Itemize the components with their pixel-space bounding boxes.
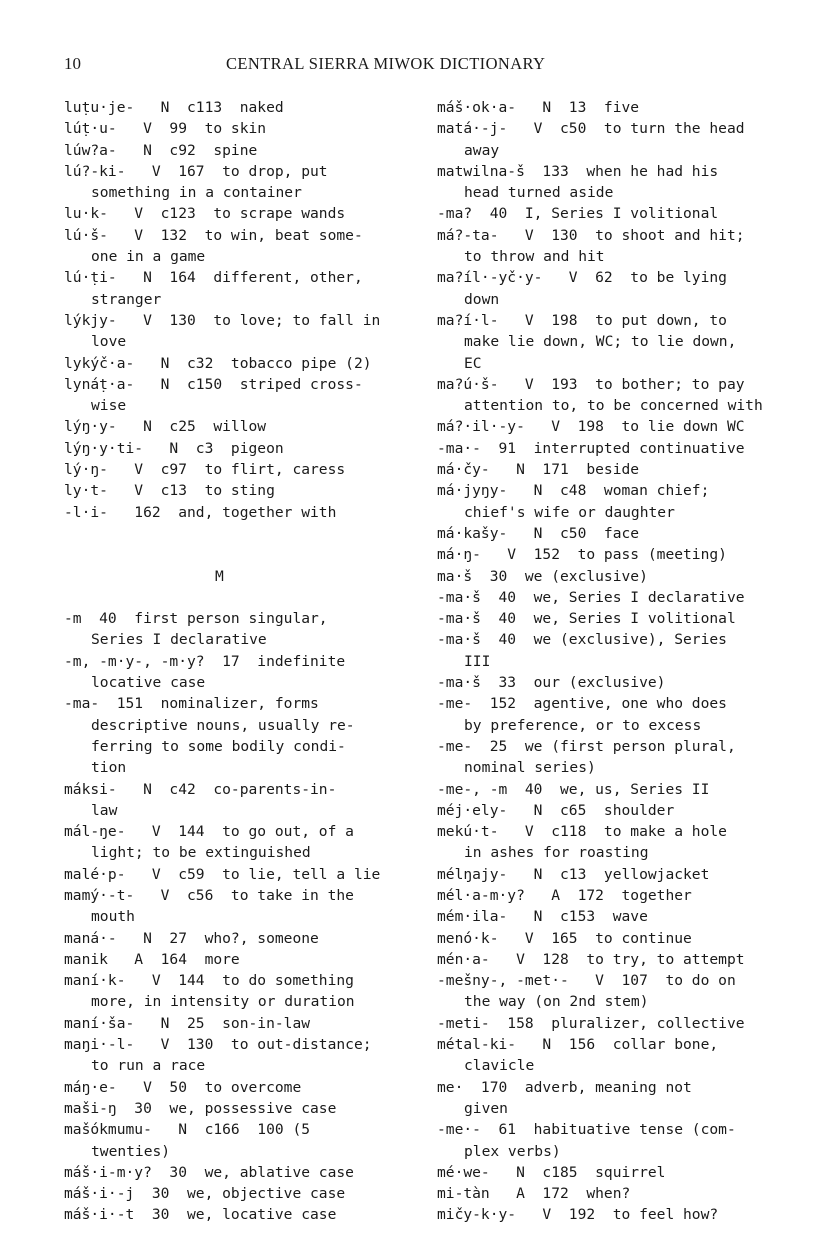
dictionary-entry: mélŋajy- N c13 yellowjacket	[437, 865, 710, 883]
right-column	[437, 97, 817, 1226]
dictionary-entry: malé·p- V c59 to lie, tell a lie	[64, 865, 381, 883]
dictionary-entry: -ma·š 40 we (exclusive), Series	[437, 631, 727, 649]
dictionary-entry: -me- 25 we (first person plural,	[437, 737, 736, 755]
dictionary-entry: má·kašy- N c50 face	[437, 524, 640, 542]
dictionary-entry: -me·- 61 habituative tense (com-	[437, 1121, 736, 1139]
dictionary-entry: menó·k- V 165 to continue	[437, 929, 692, 947]
dictionary-entry: -mešny-, -met·- V 107 to do on	[437, 972, 736, 990]
dictionary-entry: má·jyŋy- N c48 woman chief;	[437, 482, 710, 500]
entry-continuation: given	[464, 1099, 508, 1117]
dictionary-entry: lúw?a- N c92 spine	[64, 141, 258, 159]
entry-continuation: one in a game	[91, 248, 206, 266]
entry-continuation: away	[464, 141, 500, 159]
dictionary-entry: -ma·- 91 interrupted continuative	[437, 439, 745, 457]
dictionary-entry: ma·š 30 we (exclusive)	[437, 567, 648, 585]
dictionary-entry: maŋi·-l- V 130 to out-distance;	[64, 1036, 372, 1054]
dictionary-entry: ma?ú·š- V 193 to bother; to pay	[437, 375, 745, 393]
dictionary-entry: má?-ta- V 130 to shoot and hit;	[437, 226, 745, 244]
dictionary-entry: maná·- N 27 who?, someone	[64, 929, 319, 947]
dictionary-entry: matá·-j- V c50 to turn the head	[437, 120, 745, 138]
dictionary-entry: mém·ila- N c153 wave	[437, 908, 648, 926]
dictionary-entry: manik A 164 more	[64, 950, 240, 968]
dictionary-entry: mekú·t- V c118 to make a hole	[437, 823, 727, 841]
entry-continuation: clavicle	[464, 1057, 535, 1075]
entry-continuation: attention to, to be concerned with	[464, 397, 763, 415]
entry-continuation: wise	[91, 397, 127, 415]
dictionary-entry: máš·ok·a- N 13 five	[437, 99, 640, 116]
spacer	[64, 544, 404, 565]
dictionary-entry: -meti- 158 pluralizer, collective	[437, 1014, 745, 1032]
dictionary-entry: lu·k- V c123 to scrape wands	[64, 205, 346, 223]
entry-continuation: stranger	[91, 290, 162, 308]
spacer	[64, 587, 404, 608]
dictionary-entry: maní·ša- N 25 son-in-law	[64, 1014, 311, 1032]
dictionary-entry: mamý·-t- V c56 to take in the	[64, 886, 354, 904]
dictionary-entry: mi-tàn A 172 when?	[437, 1185, 631, 1203]
dictionary-entry: ly·t- V c13 to sting	[64, 482, 275, 500]
dictionary-entry: maní·k- V 144 to do something	[64, 972, 354, 990]
entry-continuation: down	[464, 290, 500, 308]
dictionary-entry: má·ŋ- V 152 to pass (meeting)	[437, 546, 727, 564]
entry-continuation: locative case	[91, 674, 206, 692]
dictionary-entry: mé·we- N c185 squirrel	[437, 1163, 666, 1181]
dictionary-entry: maši-ŋ 30 we, possessive case	[64, 1099, 337, 1117]
entry-continuation: mouth	[91, 908, 135, 926]
dictionary-entry: -ma·š 40 we, Series I volitional	[437, 610, 736, 628]
dictionary-entry: mičy-k·y- V 192 to feel how?	[437, 1206, 719, 1224]
dictionary-entry: lúṭ·u- V 99 to skin	[64, 120, 267, 138]
page-number: 10	[64, 54, 81, 73]
entry-continuation: the way (on 2nd stem)	[464, 993, 649, 1011]
entry-continuation: tion	[91, 759, 127, 777]
dictionary-entry: máš·i·-t 30 we, locative case	[64, 1206, 337, 1224]
dictionary-entry: ma?íl·-yč·y- V 62 to be lying	[437, 269, 727, 287]
dictionary-entry: me· 170 adverb, meaning not	[437, 1078, 692, 1096]
dictionary-entry: lú·š- V 132 to win, beat some-	[64, 226, 363, 244]
entry-continuation: twenties)	[91, 1142, 171, 1160]
dictionary-entry: mál-ŋe- V 144 to go out, of a	[64, 823, 354, 841]
spacer	[64, 523, 404, 544]
dictionary-entry: mél·a-m·y? A 172 together	[437, 886, 692, 904]
entry-continuation: Series I declarative	[91, 631, 267, 649]
entry-continuation: head turned aside	[464, 184, 614, 202]
entry-continuation: ferring to some bodily condi-	[91, 737, 346, 755]
entry-continuation: love	[91, 333, 127, 351]
entry-continuation: in ashes for roasting	[464, 844, 649, 862]
entry-continuation: something in a container	[91, 184, 302, 202]
dictionary-entry: -l·i- 162 and, together with	[64, 503, 337, 521]
dictionary-entry: matwilna-š 133 when he had his	[437, 162, 719, 180]
dictionary-entry: má·čy- N 171 beside	[437, 461, 640, 479]
dictionary-entry: -me-, -m 40 we, us, Series II	[437, 780, 710, 798]
left-column	[64, 97, 404, 1226]
dictionary-entry: méj·ely- N c65 shoulder	[437, 801, 675, 819]
section-letter: M	[215, 567, 224, 585]
entry-continuation: to run a race	[91, 1057, 206, 1075]
page-title: CENTRAL SIERRA MIWOK DICTIONARY	[226, 54, 546, 73]
dictionary-entry: -me- 152 agentive, one who does	[437, 695, 727, 713]
dictionary-entry: -m, -m·y-, -m·y? 17 indefinite	[64, 652, 346, 670]
page-header	[0, 54, 823, 78]
dictionary-entry: máš·i·-j 30 we, objective case	[64, 1185, 346, 1203]
dictionary-entry: lý·ŋ- V c97 to flirt, caress	[64, 461, 346, 479]
dictionary-entry: métal-ki- N 156 collar bone,	[437, 1036, 719, 1054]
entry-continuation: make lie down, WC; to lie down,	[464, 333, 737, 351]
entry-continuation: plex verbs)	[464, 1142, 561, 1160]
dictionary-entry: -ma·š 33 our (exclusive)	[437, 674, 666, 692]
entry-continuation: to throw and hit	[464, 248, 605, 266]
dictionary-entry: lýkjy- V 130 to love; to fall in	[64, 311, 381, 329]
dictionary-entry: lýŋ·y·ti- N c3 pigeon	[64, 439, 284, 457]
dictionary-entry: má?·il·-y- V 198 to lie down WC	[437, 418, 745, 436]
dictionary-entry: lýŋ·y- N c25 willow	[64, 418, 267, 436]
dictionary-entry: -ma? 40 I, Series I volitional	[437, 205, 719, 223]
entry-continuation: III	[464, 652, 491, 670]
dictionary-entry: lú?-ki- V 167 to drop, put	[64, 162, 328, 180]
dictionary-entry: ma?í·l- V 198 to put down, to	[437, 311, 727, 329]
dictionary-entry: lykýč·a- N c32 tobacco pipe (2)	[64, 354, 372, 372]
dictionary-entry: mén·a- V 128 to try, to attempt	[437, 950, 745, 968]
dictionary-entry: lynáṭ·a- N c150 striped cross-	[64, 375, 363, 393]
entry-continuation: nominal series)	[464, 759, 596, 777]
dictionary-entry: luṭu·je- N c113 naked	[64, 99, 284, 116]
dictionary-entry: -m 40 first person singular,	[64, 610, 328, 628]
entry-continuation: more, in intensity or duration	[91, 993, 355, 1011]
entry-continuation: descriptive nouns, usually re-	[91, 716, 355, 734]
entry-continuation: EC	[464, 354, 482, 372]
entry-continuation: law	[91, 801, 118, 819]
dictionary-entry: máŋ·e- V 50 to overcome	[64, 1078, 302, 1096]
dictionary-entry: lú·ṭi- N 164 different, other,	[64, 269, 363, 287]
dictionary-entry: máš·i-m·y? 30 we, ablative case	[64, 1163, 354, 1181]
dictionary-entry: -ma·š 40 we, Series I declarative	[437, 588, 745, 606]
entry-continuation: chief's wife or daughter	[464, 503, 675, 521]
dictionary-entry: -ma- 151 nominalizer, forms	[64, 695, 319, 713]
entry-continuation: light; to be extinguished	[91, 844, 311, 862]
entry-continuation: by preference, or to excess	[464, 716, 702, 734]
dictionary-entry: mašókmumu- N c166 100 (5	[64, 1121, 311, 1139]
dictionary-entry: máksi- N c42 co-parents-in-	[64, 780, 337, 798]
